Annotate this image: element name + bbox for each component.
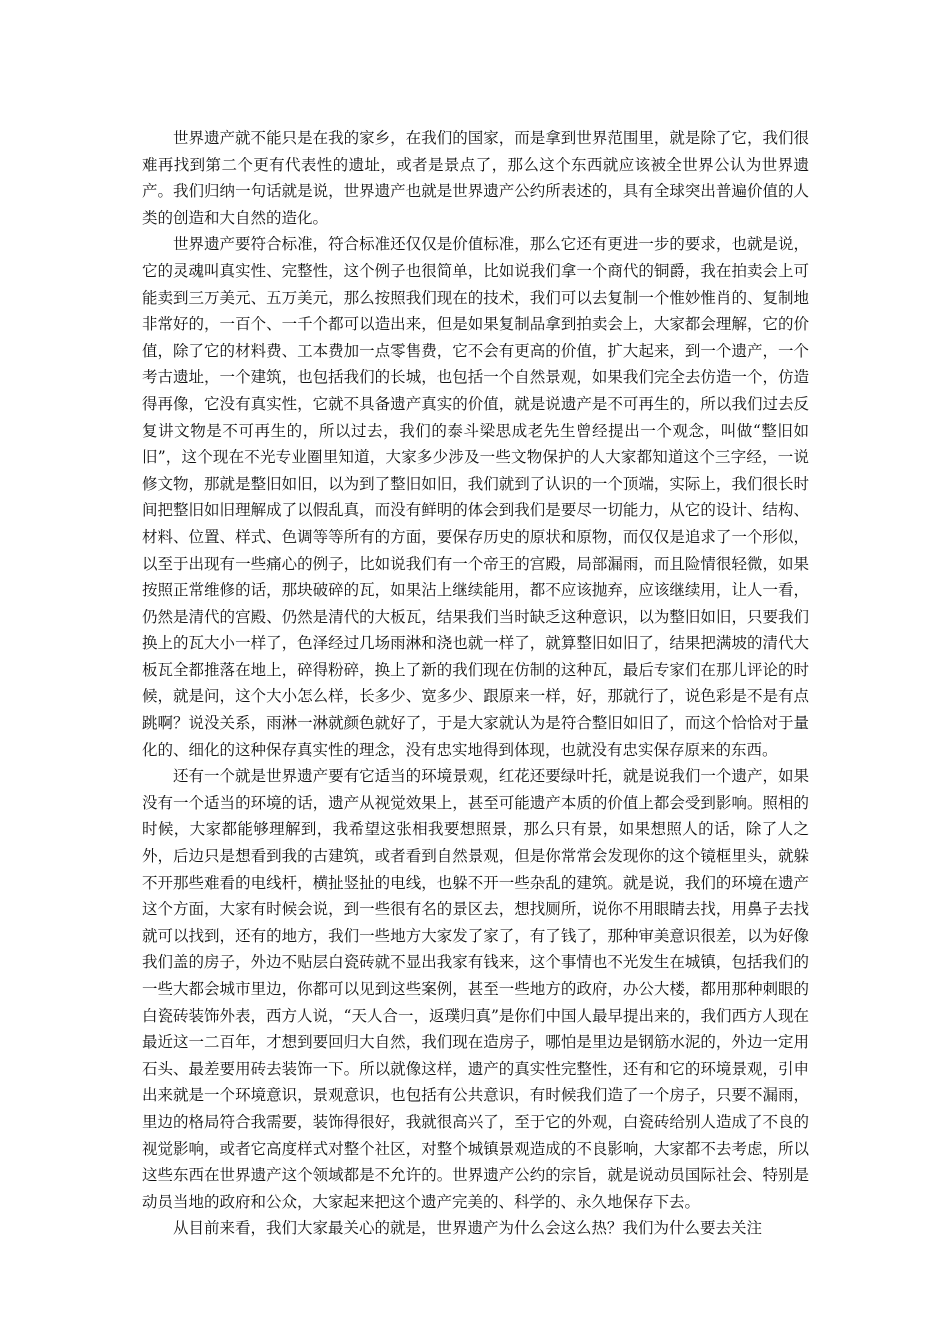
document-body xyxy=(142,125,809,1242)
paragraph-1: 世界遗产就不能只是在我的家乡，在我们的国家，而是拿到世界范围里，就是除了它，我们很难再找到第二个更有代表性的遗址，或者是景点了，那么这个东西就应该被全世界公认为世界遗产。我们归纳一句话就是说，世界遗产也就是世界遗产公约所表述的，具有全球突出普遍价值的人类的创造和大自然的造化。 xyxy=(142,129,809,227)
paragraph-3: 还有一个就是世界遗产要有它适当的环境景观，红花还要绿叶托，就是说我们一个遗产，如果没有一个适当的环境的话，遗产从视觉效果上，甚至可能遗产本质的价值上都会受到影响。照相的时候，大家都能够理解到，我希望这张相我要想照景，那么只有景，如果想照人的话，除了人之外，后边只是想看到我的古建筑，或者看到自然景观，但是你常常会发现你的这个镜框里头，就躲不开那些难看的电线杆，横扯竖扯的电线，也躲不开一些杂乱的建筑。就是说，我们的环境在遗产这个方面，大家有时候会说，到一些很有名的景区去，想找厕所，说你不用眼睛去找，用鼻子去找就可以找到，还有的地方，我们一些地方大家发了家了，有了钱了，那种审美意识很差，以为好像我们盖的房子，外边不贴层白瓷砖就不显出我家有钱来，这个事情也不光发生在城镇，包括我们的一些大都会城市里边，你都可以见到这些案例，甚至一些地方的政府，办公大楼，都用那种刺眼的白瓷砖装饰外表，西方人说，“天人合一，返璞归真”是你们中国人最早提出来的，我们西方人现在最近这一二百年，才想到要回归大自然，我们现在造房子，哪怕是里边是钢筋水泥的，外边一定用石头、最差要用砖去装饰一下。所以就像这样，遗产的真实性完整性，还有和它的环境景观，引申出来就是一个环境意识，景观意识，也包括有公共意识，有时候我们造了一个房子，只要不漏雨，里边的格局符合我需要，装饰得很好，我就很高兴了，至于它的外观，白瓷砖给别人造成了不良的视觉影响，或者它高度样式对整个社区，对整个城镇景观造成的不良影响，大家都不去考虑，所以这些东西在世界遗产这个领域都是不允许的。世界遗产公约的宗旨，就是说动员国际社会、特别是动员当地的政府和公众，大家起来把这个遗产完美的、科学的、永久地保存下去。 xyxy=(142,767,809,1211)
paragraph-2: 世界遗产要符合标准，符合标准还仅仅是价值标准，那么它还有更进一步的要求，也就是说，它的灵魂叫真实性、完整性，这个例子也很简单，比如说我们拿一个商代的铜爵，我在拍卖会上可能卖到三万美元、五万美元，那么按照我们现在的技术，我们可以去复制一个惟妙惟肖的、复制地非常好的，一百个、一千个都可以造出来，但是如果复制品拿到拍卖会上，大家都会理解，它的价值，除了它的材料费、工本费加一点零售费，它不会有更高的价值，扩大起来，到一个遗产，一个考古遗址，一个建筑，也包括我们的长城，也包括一个自然景观，如果我们完全去仿造一个，仿造得再像，它没有真实性，它就不具备遗产真实的价值，就是说遗产是不可再生的，所以我们过去反复讲文物是不可再生的，所以过去，我们的泰斗梁思成老先生曾经提出一个观念，叫做“整旧如旧”，这个现在不光专业圈里知道，大家多少涉及一些文物保护的人大家都知道这个三字经，一说修文物，那就是整旧如旧，以为到了整旧如旧，我们就到了认识的一个顶端，实际上，我们很长时间把整旧如旧理解成了以假乱真，而没有鲜明的体会到我们是要尽一切能力，从它的设计、结构、材料、位置、样式、色调等等所有的方面，要保存历史的原状和原物，而仅仅是追求了一个形似，以至于出现有一些痛心的例子，比如说我们有一个帝王的宫殿，局部漏雨，而且险情很轻微，如果按照正常维修的话，那块破碎的瓦，如果沾上继续能用，都不应该抛弃，应该继续用，让人一看，仍然是清代的宫殿、仍然是清代的大板瓦，结果我们当时缺乏这种意识，以为整旧如旧，只要我们换上的瓦大小一样了，色泽经过几场雨淋和浇也就一样了，就算整旧如旧了，结果把满坡的清代大板瓦全都推落在地上，碎得粉碎，换上了新的我们现在仿制的这种瓦，最后专家们在那儿评论的时候，就是问，这个大小怎么样，长多少、宽多少、跟原来一样，好，那就行了，说色彩是不是有点跳啊？说没关系，雨淋一淋就颜色就好了，于是大家就认为是符合整旧如旧了，而这个恰恰对于量化的、细化的这种保存真实性的理念，没有忠实地得到体现，也就没有忠实保存原来的东西。 xyxy=(142,235,809,759)
paragraph-4: 从目前来看，我们大家最关心的就是，世界遗产为什么会这么热？我们为什么要去关注 xyxy=(173,1219,763,1238)
